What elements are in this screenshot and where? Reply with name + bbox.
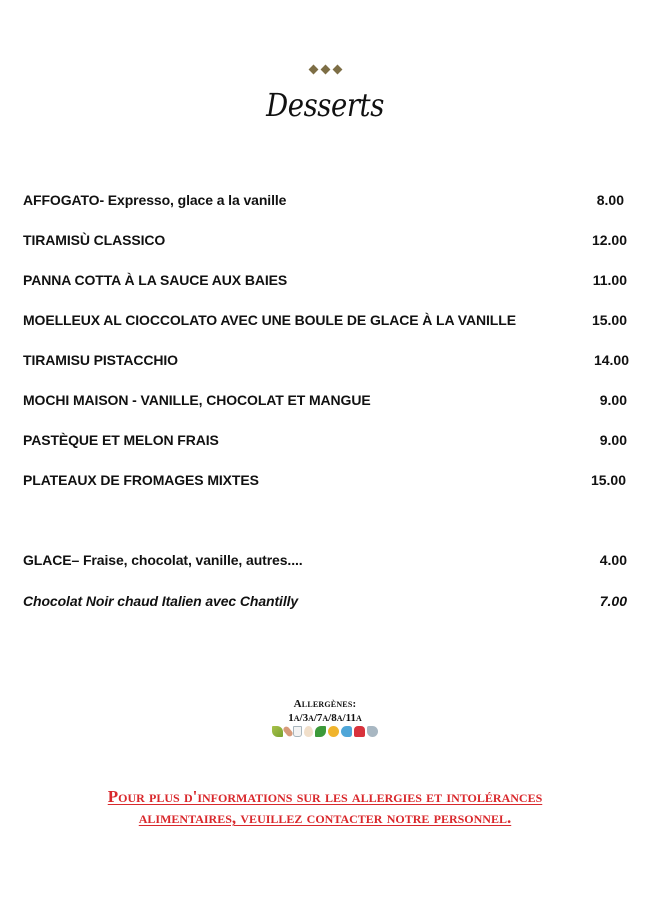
menu-item-name: GLACE– Fraise, chocolat, vanille, autres.... [23,552,303,568]
menu-item-name: PLATEAUX DE FROMAGES MIXTES [23,472,259,488]
menu-item-price: 14.00 [593,352,629,368]
menu-item-price: 9.00 [599,432,627,448]
mollusc-icon [367,726,378,737]
menu-item-name: PANNA COTTA À LA SAUCE AUX BAIES [23,272,288,288]
menu-item [23,350,627,370]
menu-item [23,470,627,490]
menu-item-name: AFFOGATO- Expresso, glace a la vanille [23,192,287,208]
menu-item-price: 15.00 [590,472,626,488]
allergy-notice-line-1: Pour plus d'informations sur les allergies et intolérances [107,787,543,806]
menu-item-price: 11.00 [592,272,627,288]
menu-item-name: MOELLEUX AL CIOCCOLATO AVEC UNE BOULE DE GLACE À LA VANILLE [23,312,516,328]
menu-item-price: 9.00 [599,392,627,408]
milk-icon [293,726,302,737]
fish-icon [341,726,352,737]
wheat-icon [272,726,283,737]
menu-item-price: 4.00 [599,552,627,568]
menu-item-name: PASTÈQUE ET MELON FRAIS [23,432,219,448]
title-ornament [0,60,650,72]
page-title: Desserts [266,86,384,124]
egg-icon [304,726,313,737]
menu-item-price: 12.00 [591,232,627,248]
celery-icon [315,726,326,737]
menu-item-extra [23,550,627,570]
menu-item [23,270,627,290]
allergy-notice-line-2: alimentaires, veuillez contacter notre personnel. [138,808,512,827]
menu-item [23,390,627,410]
allergens-codes: 1a/3a/7a/8a/11a [288,712,362,724]
menu-item [23,230,627,250]
menu-item [23,310,627,330]
menu-item-name: TIRAMISÙ CLASSICO [23,232,166,248]
allergens-block [0,698,650,740]
mustard-icon [328,726,339,737]
allergens-label: Allergènes: [293,698,357,710]
diamond-icon [308,65,318,75]
allergen-icons [0,726,650,740]
menu-item-extra [23,591,627,611]
menu-item-price: 15.00 [591,312,627,328]
menu-item-price: 8.00 [596,192,624,208]
menu-item-name: MOCHI MAISON - VANILLE, CHOCOLAT ET MANGUE [23,392,371,408]
diamond-icon [332,65,342,75]
crab-icon [354,726,365,737]
menu-item [23,430,627,450]
menu-item [23,190,627,210]
menu-item-name: Chocolat Noir chaud Italien avec Chantilly [23,593,299,609]
menu-item-name: TIRAMISU PISTACCHIO [23,352,178,368]
menu-item-price: 7.00 [599,593,627,609]
diamond-icon [320,65,330,75]
allergy-notice [0,786,650,828]
